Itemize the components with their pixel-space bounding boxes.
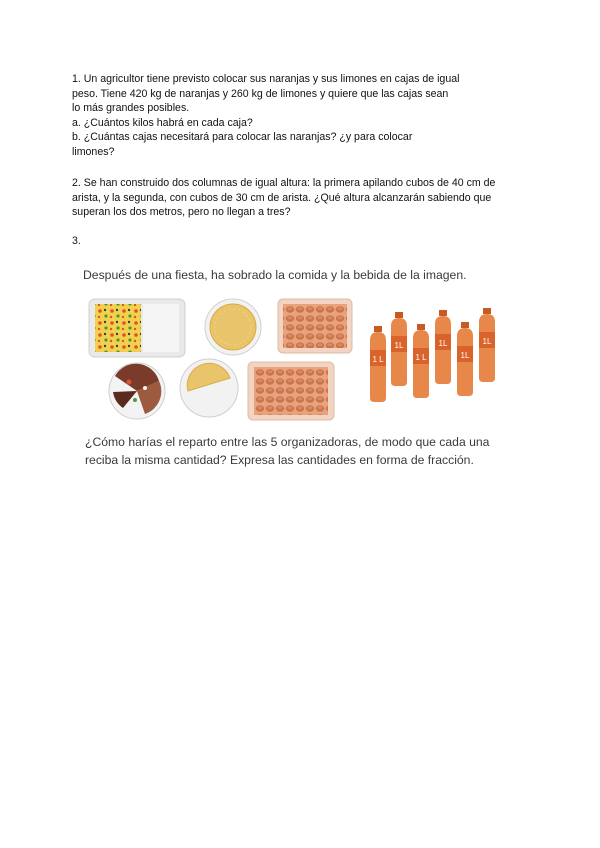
problem-3-number bbox=[72, 234, 532, 249]
problem-1-line: b. ¿Cuántas cajas necesitará para colocar las naranjas? ¿y para colocar bbox=[72, 131, 413, 144]
problem-1-line: a. ¿Cuántos kilos habrá en cada caja? bbox=[72, 116, 253, 129]
half-tortilla-plate-icon bbox=[180, 359, 238, 417]
bottle-label: 1 L bbox=[372, 355, 384, 364]
problem-2-line: superan los dos metros, pero no llegan a tres? bbox=[72, 206, 291, 219]
leftover-food-illustration bbox=[85, 296, 505, 426]
soda-bottles-icon bbox=[370, 308, 495, 402]
problem-3-question-line: ¿Cómo harías el reparto entre las 5 organizadoras, de modo que cada una bbox=[85, 435, 490, 449]
cake-plate-icon bbox=[109, 363, 165, 419]
pizza-tray-icon bbox=[89, 299, 185, 357]
bottle-label: 1L bbox=[460, 351, 470, 360]
bread-rolls-tray-icon bbox=[248, 362, 334, 420]
problem-1-line: 1. Un agricultor tiene previsto colocar sus naranjas y sus limones en cajas de igual bbox=[72, 73, 460, 85]
problem-3-question-line: reciba la misma cantidad? Expresa las cantidades en forma de fracción. bbox=[85, 453, 474, 467]
problem-2 bbox=[72, 176, 532, 220]
problem-3-question bbox=[85, 433, 489, 469]
problem-1-line: peso. Tiene 420 kg de naranjas y 260 kg de limones y quiere que las cajas sean bbox=[72, 87, 449, 100]
bottle-label: 1L bbox=[482, 337, 492, 346]
bottle-label: 1L bbox=[438, 339, 448, 348]
bread-rolls-tray-icon bbox=[278, 299, 352, 353]
problem-2-line: 2. Se han construido dos columnas de igual altura: la primera apilando cubos de 40 cm de bbox=[72, 177, 496, 189]
problem-3-intro: Después de una fiesta, ha sobrado la comida y la bebida de la imagen. bbox=[83, 268, 467, 282]
bottle-label: 1 L bbox=[415, 353, 427, 362]
problem-2-line: arista, y la segunda, con cubos de 30 cm de arista. ¿Qué altura alcanzarán sabiendo que bbox=[72, 191, 492, 204]
problem-3-number-text: 3. bbox=[72, 235, 81, 247]
problem-1-line: limones? bbox=[72, 145, 115, 158]
problem-1 bbox=[72, 72, 532, 160]
problem-1-line: lo más grandes posibles. bbox=[72, 102, 190, 115]
tortilla-plate-icon bbox=[205, 299, 261, 355]
bottle-label: 1L bbox=[394, 341, 404, 350]
